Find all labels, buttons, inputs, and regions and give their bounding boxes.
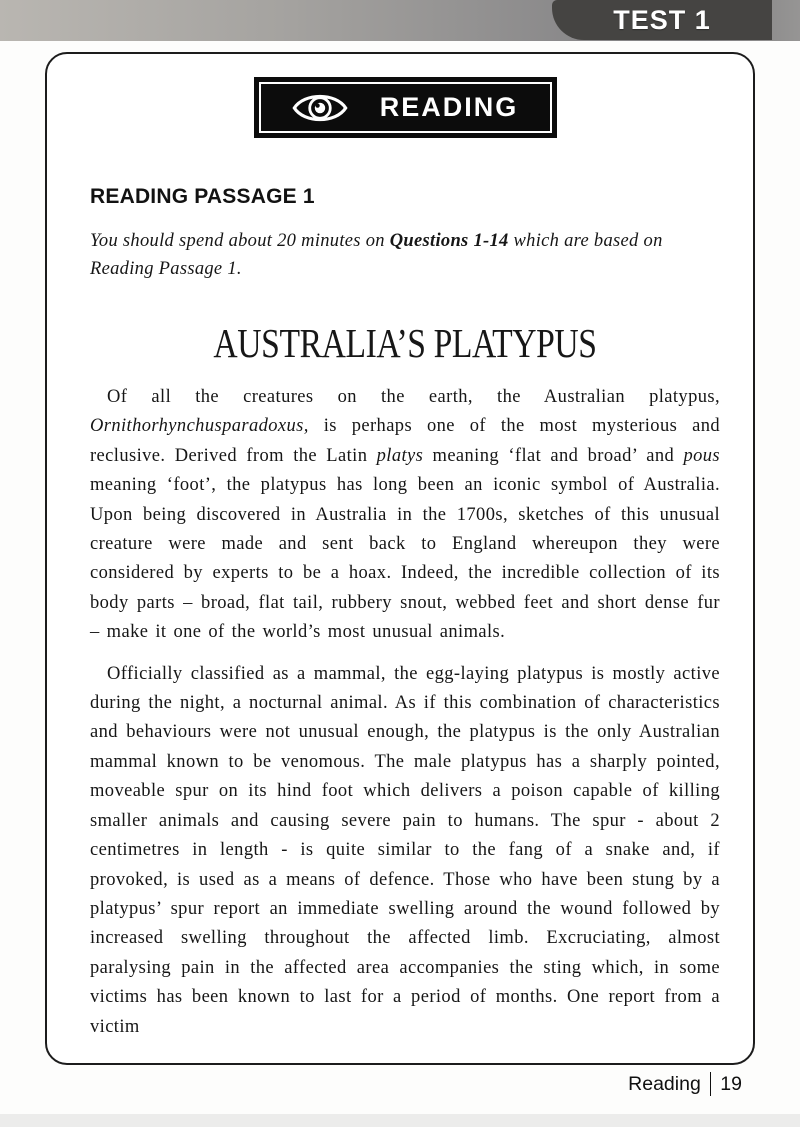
- instructions-questions-range: Questions 1-14: [389, 231, 509, 251]
- eye-icon: [292, 89, 348, 127]
- page-top-bar: [0, 0, 800, 41]
- paragraph-1-text: meaning ‘flat and broad’ and: [423, 445, 684, 466]
- species-latin-name: Ornithorhynchusparadoxus,: [90, 416, 309, 437]
- footer-section-label: Reading: [628, 1072, 701, 1095]
- article-title: AUSTRALIA’S PLATYPUS: [213, 320, 597, 366]
- reading-banner: [254, 77, 557, 138]
- scan-edge-strip: [0, 1114, 800, 1127]
- latin-word-platys: platys: [376, 445, 424, 466]
- test-label-pill: [552, 0, 772, 40]
- paragraph-1-text: meaning ‘foot’, the platypus has long been an iconic symbol of Australia. Upon being discovered in Australia in the 1700s, sketches of this unusual creature were made and sent back to England whereupon they were considered by experts to be a hoax. Indeed, the incredible collection of its body parts – broad, flat tail, rubbery snout, webbed feet and short dense fur – make it one of the world’s most unusual animals.: [90, 475, 720, 643]
- passage-heading: READING PASSAGE 1: [90, 185, 315, 208]
- paragraph-2-text: Officially classified as a mammal, the egg-laying platypus is mostly active during the night, a nocturnal animal. As if this combination of characteristics and behaviours were not unusual enough, the platypus is the only Australian mammal known to be venomous. The male platypus has a sharply pointed, moveable spur on its hind foot which delivers a poison capable of killing smaller animals and causing severe pain to humans. The spur - about 2 centimetres in length - is quite similar to the fang of a snake and, if provoked, is used as a means of defence. Those who have been stung by a platypus’ spur report an immediate swelling around the wound followed by increased swelling throughout the affected limb. Excruciating, almost paralysing pain in the affected area accompanies the sting which, in some victims has been known to last for a period of months. One report from a victim: [90, 663, 720, 1037]
- timing-instructions: [90, 227, 720, 283]
- instructions-text-tail: which are based on Reading Passage 1.: [90, 231, 663, 279]
- page-footer: [628, 1072, 742, 1096]
- paragraph-1-text: is perhaps one of the most mysterious and reclusive. Derived from the Latin: [90, 416, 720, 466]
- footer-divider: [710, 1072, 712, 1096]
- latin-word-pous: pous: [683, 445, 720, 466]
- reading-banner-inner: [259, 82, 552, 133]
- passage-paragraph-1: [90, 383, 720, 648]
- instructions-text: You should spend about 20 minutes on: [90, 231, 390, 251]
- footer-page-number: 19: [720, 1072, 742, 1095]
- banner-title: READING: [379, 92, 519, 122]
- test-label: TEST 1: [613, 4, 711, 35]
- passage-paragraph-2: [90, 660, 720, 1042]
- content-frame: [45, 52, 755, 1065]
- paragraph-1-text: Of all the creatures on the earth, the Australian platypus,: [107, 387, 720, 407]
